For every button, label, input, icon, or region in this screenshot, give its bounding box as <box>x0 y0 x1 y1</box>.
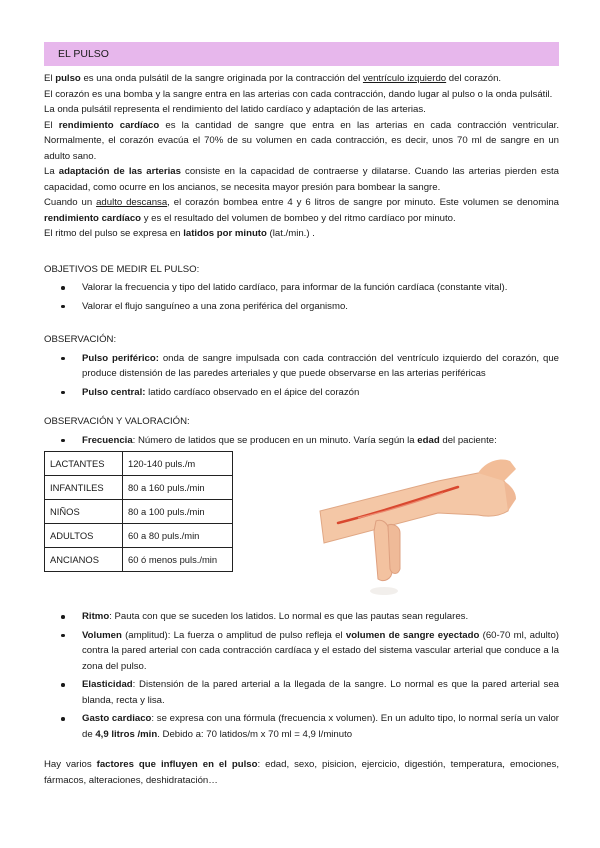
list-item: Ritmo: Pauta con que se suceden los latidos. Lo normal es que las pautas sean regulares. <box>44 609 559 625</box>
intro-paragraph-5: La adaptación de las arterias consiste en la capacidad de contraerse y dilatarse. Cuando las arterias pierden esta capacidad, como ocurre en los ancianos, se necesita mayor presión para bombear la sangre. <box>44 166 560 193</box>
intro-paragraph-2: El corazón es una bomba y la sangre entra en las arterias con cada contracción, dando lugar al pulso o la onda pulsátil. <box>44 88 553 100</box>
table-row: ADULTOS 60 a 80 puls./min <box>45 524 233 548</box>
observation-heading: OBSERVACIÓN: <box>44 334 117 345</box>
page-title: EL PULSO <box>58 48 109 60</box>
list-item: Valorar la frecuencia y tipo del latido cardíaco, para informar de la función cardíaca (constante vital). <box>44 280 559 296</box>
intro-paragraph-6: Cuando un adulto descansa, el corazón bombea entre 4 y 6 litros de sangre por minuto. Este volumen se denomina rendimiento cardíaco y es el resultado del volumen de bombeo y del ritmo cardíaco por minuto. <box>44 197 560 224</box>
table-row: ANCIANOS 60 ó menos puls./min <box>45 548 233 572</box>
list-item: Frecuencia: Número de latidos que se producen en un minuto. Varía según la edad del paciente: <box>44 433 559 449</box>
factors-paragraph: Hay varios factores que influyen en el pulso: edad, sexo, pisicion, ejercicio, digestión, temperatura, emociones, fármacos, alteraciones, deshidratación… <box>44 759 560 786</box>
intro-paragraph-1: El pulso es una onda pulsátil de la sangre originada por la contracción del ventrículo izquierdo del corazón. <box>44 73 502 84</box>
pulse-check-illustration <box>318 451 518 596</box>
list-item: Gasto cardiaco: se expresa con una fórmula (frecuencia x volumen). En un adulto tipo, lo normal sería un valor de 4,9 litros /min. Debido a: 70 latidos/m x 70 ml = 4,9 l/minuto <box>44 711 559 742</box>
intro-paragraph-3: La onda pulsátil representa el rendimiento del latido cardíaco y adaptación de las arterias. <box>44 104 426 115</box>
list-item: Pulso central: latido cardíaco observado en el ápice del corazón <box>44 385 559 401</box>
list-item: Elasticidad: Distensión de la pared arterial a la llegada de la sangre. Lo normal es que la pared arterial sea blanda, recta y lisa. <box>44 677 559 708</box>
table-row: INFANTILES 80 a 160 puls./min <box>45 476 233 500</box>
list-item: Volumen (amplitud): La fuerza o amplitud de pulso refleja el volumen de sangre eyectado (60-70 ml, adulto) contra la pared arterial con cada contracción cardíaca y el estado del sistema vascular arterial que conduce a la zona del pulso. <box>44 628 559 675</box>
assessment-heading: OBSERVACIÓN Y VALORACIÓN: <box>44 416 190 427</box>
document-page <box>44 42 559 788</box>
table-row: NIÑOS 80 a 100 puls./min <box>45 500 233 524</box>
intro-paragraph-4: El rendimiento cardíaco es la cantidad de sangre que entra en las arterias en cada contracción ventricular. Normalmente, el corazón evacúa el 70% de su volumen en cada contracción, es decir, unos 70 ml de sangre en un adulto sano. <box>44 119 559 162</box>
frequency-row <box>44 451 559 603</box>
heart-rate-table <box>44 451 233 572</box>
table-row: LACTANTES 120-140 puls./m <box>45 452 233 476</box>
list-item: Valorar el flujo sanguíneo a una zona periférica del organismo. <box>44 299 559 315</box>
intro-paragraph-7: El ritmo del pulso se expresa en latidos por minuto (lat./min.) . <box>44 228 315 239</box>
objectives-heading: OBJETIVOS DE MEDIR EL PULSO: <box>44 263 200 275</box>
section-title-bar <box>44 42 559 66</box>
list-item: Pulso periférico: onda de sangre impulsada con cada contracción del ventrículo izquierdo del corazón, que produce distensión de las paredes arteriales y que puede observarse en las arterias periféricas <box>44 351 559 382</box>
observation-list <box>44 351 559 401</box>
assessment-list <box>44 609 559 742</box>
frequency-list <box>44 433 559 449</box>
objectives-list <box>44 280 559 314</box>
